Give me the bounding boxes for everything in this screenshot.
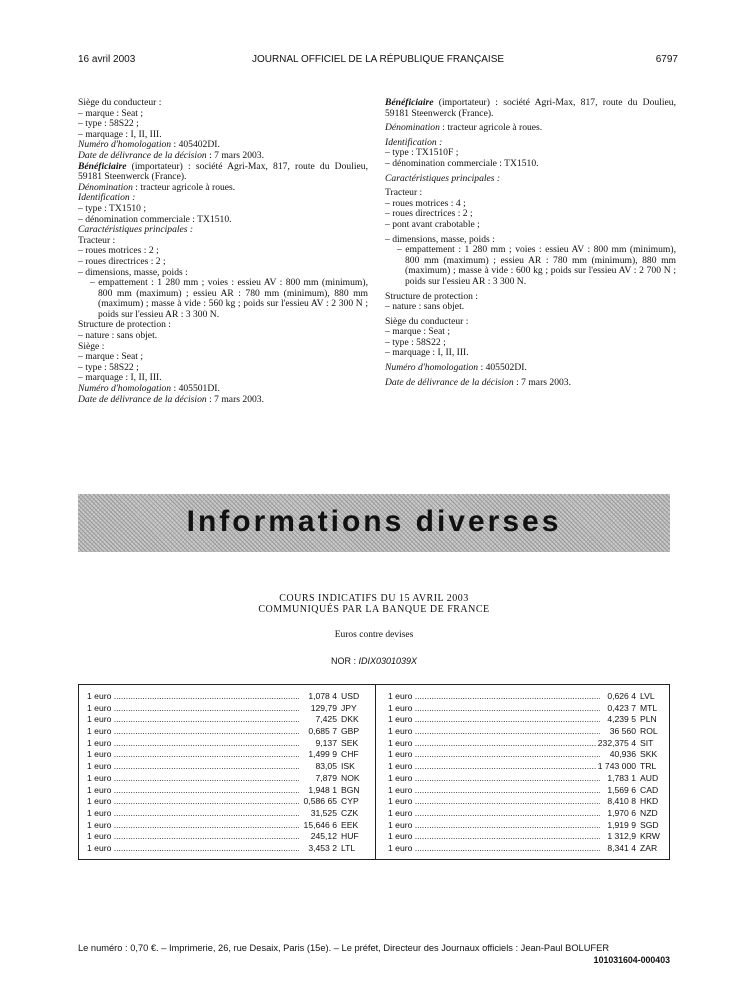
rate-row	[388, 749, 666, 761]
rate-row	[87, 808, 367, 820]
homologation-line	[385, 363, 676, 374]
currency-code: DKK	[341, 714, 359, 725]
currency-code: SIT	[640, 737, 654, 748]
rate-row	[87, 703, 367, 715]
currency-code: USD	[341, 691, 360, 701]
rate-label: 1 euro .....	[388, 831, 600, 841]
denomination-value: : tracteur agricole à roues.	[439, 122, 543, 134]
rate-value: 9,137	[315, 737, 337, 748]
rate-label: 1 euro .....	[388, 703, 600, 713]
currency-code: CYP	[341, 796, 359, 807]
currency-code: AUD	[640, 772, 659, 783]
nor-value: IDIX0301039X	[358, 656, 418, 666]
footer-line: Le numéro : 0,70 €. – Imprimerie, 26, rue Desaix, Paris (15e). – Le préfet, Directeur des Journaux officiels : Jean-Paul BOLUFER	[78, 943, 610, 953]
decision-date-label: Date de délivrance de la décision	[385, 376, 514, 388]
rate-label: 1 euro .....	[388, 714, 600, 724]
decision-date-value: : 7 mars 2003.	[513, 376, 571, 388]
decision-date-line	[78, 395, 368, 406]
text-line: – marque : Seat ;	[385, 326, 451, 338]
text-line: – type : 58S22 ;	[385, 336, 446, 348]
beneficiary-value: (importateur) : société Agri-Max, 817, route du Doulieu, 59181 Steenwerck (France).	[385, 97, 676, 119]
text-line: – dénomination commerciale : TX1510.	[385, 157, 539, 169]
journal-title: JOURNAL OFFICIEL DE LA RÉPUBLIQUE FRANÇAISE	[251, 54, 505, 65]
currency-code: LTL	[341, 842, 356, 853]
rate-row	[87, 761, 367, 773]
denomination-label: Dénomination	[385, 122, 440, 134]
text-line: – type : TX1510F ;	[385, 147, 459, 159]
rates-left-column	[87, 691, 367, 855]
homologation-value: : 405501DI.	[171, 383, 220, 395]
rate-row	[87, 738, 367, 750]
decision-date-label: Date de délivrance de la décision	[78, 149, 207, 161]
beneficiary-line	[78, 162, 368, 183]
homologation-label: Numéro d'homologation	[78, 383, 172, 395]
rate-value: 129,79	[310, 702, 337, 713]
text-line: – roues motrices : 4 ;	[385, 197, 466, 209]
characteristics-heading: Caractéristiques principales :	[78, 224, 194, 236]
identification-heading: Identification :	[78, 192, 136, 204]
rates-heading	[78, 593, 670, 615]
rate-label: 1 euro .....	[87, 749, 299, 759]
rates-heading-line2: COMMUNIQUÉS PAR LA BANQUE DE FRANCE	[258, 604, 490, 615]
right-column	[385, 98, 676, 388]
text-line: – marquage : I, II, III.	[385, 347, 469, 359]
rate-value: 8,341 4	[607, 842, 636, 853]
rate-row	[388, 796, 666, 808]
left-column	[78, 98, 368, 405]
text-line: – type : 58S22 ;	[78, 118, 139, 130]
rate-row	[87, 820, 367, 832]
currency-code: CHF	[341, 749, 359, 760]
rate-value: 31,525	[310, 807, 337, 818]
rate-row	[87, 831, 367, 843]
rate-label: 1 euro .....	[388, 773, 600, 783]
denomination-line	[385, 123, 676, 134]
currency-code: SEK	[341, 737, 359, 748]
currency-code: MTL	[640, 702, 658, 713]
text-line: – roues motrices : 2 ;	[78, 245, 159, 257]
rate-value: 0,685 7	[308, 726, 337, 737]
rate-row	[388, 691, 666, 703]
page-footer	[78, 943, 670, 965]
rate-label: 1 euro .....	[87, 691, 299, 701]
currency-code: NZD	[640, 807, 658, 818]
rate-value: 0,626 4	[607, 691, 636, 701]
rate-label: 1 euro .....	[388, 843, 600, 853]
currency-code: ROL	[640, 726, 658, 737]
denomination-value: : tracteur agricole à roues.	[132, 181, 236, 193]
beneficiary-label: Bénéficiaire	[78, 160, 127, 172]
text-line: – type : 58S22 ;	[78, 361, 139, 373]
rate-label: 1 euro .....	[87, 831, 299, 841]
text-line: – roues directrices : 2 ;	[78, 255, 166, 267]
text-line: Tracteur :	[78, 234, 116, 246]
rate-label: 1 euro .....	[87, 843, 299, 853]
currency-code: CAD	[640, 784, 659, 795]
text-line: Siège du conducteur :	[385, 315, 469, 327]
rate-value: 1,948 1	[308, 784, 337, 795]
currency-code: LVL	[640, 691, 655, 701]
rate-label: 1 euro .....	[87, 796, 299, 806]
rate-value: 36 560	[609, 726, 636, 737]
table-divider	[375, 685, 376, 859]
currency-code: HUF	[341, 831, 359, 842]
rate-value: 7,879	[315, 772, 337, 783]
rate-value: 4,239 5	[607, 714, 636, 725]
currency-code: NOK	[341, 772, 360, 783]
text-line: – pont avant crabotable ;	[385, 218, 480, 230]
exchange-rates-table	[78, 684, 670, 860]
rate-row	[388, 808, 666, 820]
rate-label: 1 euro .....	[388, 738, 600, 748]
text-line: Structure de protection :	[78, 319, 171, 331]
characteristics-heading: Caractéristiques principales :	[385, 172, 501, 184]
text-line: Siège du conducteur :	[78, 97, 162, 108]
rate-label: 1 euro .....	[388, 691, 600, 701]
text-line: Siège :	[78, 340, 105, 352]
rate-label: 1 euro .....	[87, 714, 299, 724]
currency-code: SKK	[640, 749, 658, 760]
rate-label: 1 euro .....	[87, 785, 299, 795]
text-line: – marque : Seat ;	[78, 107, 144, 119]
rate-label: 1 euro .....	[388, 749, 600, 759]
rate-value: 0,423 7	[607, 702, 636, 713]
rate-row	[87, 726, 367, 738]
text-line: – roues directrices : 2 ;	[385, 208, 473, 220]
rate-value: 0,586 65	[303, 796, 337, 807]
rate-row	[388, 726, 666, 738]
rate-value: 8,410 8	[607, 796, 636, 807]
currency-code: JPY	[341, 702, 357, 713]
nor-reference	[78, 656, 670, 666]
currency-code: ISK	[341, 761, 355, 772]
rate-label: 1 euro .....	[388, 820, 600, 830]
rate-label: 1 euro .....	[388, 808, 600, 818]
rate-label: 1 euro .....	[87, 808, 299, 818]
section-banner	[78, 494, 670, 552]
dimensions-paragraph: – empattement : 1 280 mm ; voies : essieu AV : 800 mm (minimum), 800 mm (maximum) ; essieu AR : 780 mm (minimum), 880 mm (maximum) ; masse à vide : 560 kg ; poids sur l'essieu AV : 2 300 N ; poids sur l'essieu AR : 3 300 N.	[90, 277, 368, 320]
currency-code: GBP	[341, 726, 360, 737]
rate-row	[388, 785, 666, 797]
text-line: – dimensions, masse, poids :	[385, 233, 495, 245]
rates-heading-line1: COURS INDICATIFS DU 15 AVRIL 2003	[279, 593, 469, 604]
dimensions-paragraph: – empattement : 1 280 mm ; voies : essieu AV : 800 mm (minimum), 800 mm (maximum) ; essieu AR : 780 mm (minimum), 880 mm (maximum) ; masse à vide : 600 kg ; poids sur l'essieu AV : 2 700 N ; poids sur l'essieu AR : 3 300 N.	[397, 244, 676, 287]
text-line: – marquage : I, II, III.	[78, 128, 162, 140]
rate-label: 1 euro .....	[388, 726, 600, 736]
decision-date-value: : 7 mars 2003.	[206, 393, 264, 405]
rate-row	[388, 714, 666, 726]
rate-row	[87, 773, 367, 785]
footer-code: 101031604-000403	[593, 955, 670, 965]
text-line: – nature : sans objet.	[385, 301, 465, 313]
beneficiary-label: Bénéficiaire	[385, 97, 434, 108]
homologation-label: Numéro d'homologation	[385, 362, 479, 374]
decision-date-label: Date de délivrance de la décision	[78, 393, 207, 405]
rate-label: 1 euro .....	[87, 726, 299, 736]
rate-row	[388, 773, 666, 785]
text-line: Structure de protection :	[385, 290, 478, 302]
rate-value: 1,078 4	[308, 691, 337, 701]
rate-label: 1 euro .....	[87, 820, 299, 830]
decision-date-line	[385, 378, 676, 389]
rate-label: 1 euro .....	[87, 761, 299, 771]
header-date: 16 avril 2003	[78, 54, 136, 65]
beneficiary-value: (importateur) : société Agri-Max, 817, route du Doulieu, 59181 Steenwerck (France).	[78, 160, 368, 183]
text-line: – marque : Seat ;	[78, 351, 144, 363]
rate-value: 1,919 9	[607, 819, 636, 830]
rate-row	[388, 820, 666, 832]
rate-label: 1 euro .....	[388, 785, 600, 795]
homologation-value: : 405402DI.	[171, 139, 220, 151]
rate-label: 1 euro .....	[87, 738, 299, 748]
rate-label: 1 euro .....	[388, 796, 600, 806]
rate-row	[87, 796, 367, 808]
rate-value: 1 743 000	[597, 761, 636, 772]
beneficiary-line	[385, 98, 676, 119]
currency-code: KRW	[640, 831, 660, 842]
page-header	[78, 54, 678, 68]
rate-value: 15,646 6	[303, 819, 337, 830]
text-line: – dénomination commerciale : TX1510.	[78, 213, 232, 225]
currency-code: ZAR	[640, 842, 658, 853]
currency-code: SGD	[640, 819, 659, 830]
rate-value: 7,425	[315, 714, 337, 725]
rate-value: 1,783 1	[607, 772, 636, 783]
rate-row	[388, 831, 666, 843]
rate-row	[388, 761, 666, 773]
rate-label: 1 euro .....	[388, 761, 600, 771]
rate-value: 1 312,9	[607, 831, 636, 842]
rates-right-column	[388, 691, 666, 855]
rate-value: 3,453 2	[308, 842, 337, 853]
denomination-label: Dénomination	[78, 181, 133, 193]
rate-label: 1 euro .....	[87, 773, 299, 783]
rate-row	[388, 738, 666, 750]
rate-row	[87, 749, 367, 761]
homologation-label: Numéro d'homologation	[78, 139, 172, 151]
rates-subtitle: Euros contre devises	[334, 630, 414, 640]
identification-heading: Identification :	[385, 136, 443, 148]
text-line: – type : TX1510 ;	[78, 202, 147, 214]
text-line: – dimensions, masse, poids :	[78, 266, 188, 278]
currency-code: BGN	[341, 784, 360, 795]
homologation-value: : 405502DI.	[478, 362, 527, 374]
nor-label: NOR :	[330, 656, 359, 666]
decision-date-value: : 7 mars 2003.	[206, 149, 264, 161]
rate-value: 232,375 4	[597, 737, 636, 748]
rate-row	[87, 714, 367, 726]
rate-row	[388, 703, 666, 715]
currency-code: TRL	[640, 761, 657, 772]
rate-value: 1,569 6	[607, 784, 636, 795]
rate-row	[87, 785, 367, 797]
text-line: – marquage : I, II, III.	[78, 372, 162, 384]
rate-row	[388, 843, 666, 855]
text-line: Tracteur :	[385, 187, 423, 199]
rate-row	[87, 843, 367, 855]
currency-code: EEK	[341, 819, 359, 830]
page-number: 6797	[655, 54, 678, 65]
currency-code: PLN	[640, 714, 657, 725]
rate-value: 1,499 9	[308, 749, 337, 760]
text-line: – nature : sans objet.	[78, 330, 158, 342]
rate-value: 245,12	[310, 831, 337, 842]
rate-row	[87, 691, 367, 703]
rate-value: 1,970 6	[607, 807, 636, 818]
rate-value: 40,936	[609, 749, 636, 760]
currency-code: HKD	[640, 796, 659, 807]
currency-code: CZK	[341, 807, 359, 818]
rate-value: 83,05	[315, 761, 337, 772]
banner-title: Informations diverses	[186, 505, 562, 538]
rate-label: 1 euro .....	[87, 703, 299, 713]
